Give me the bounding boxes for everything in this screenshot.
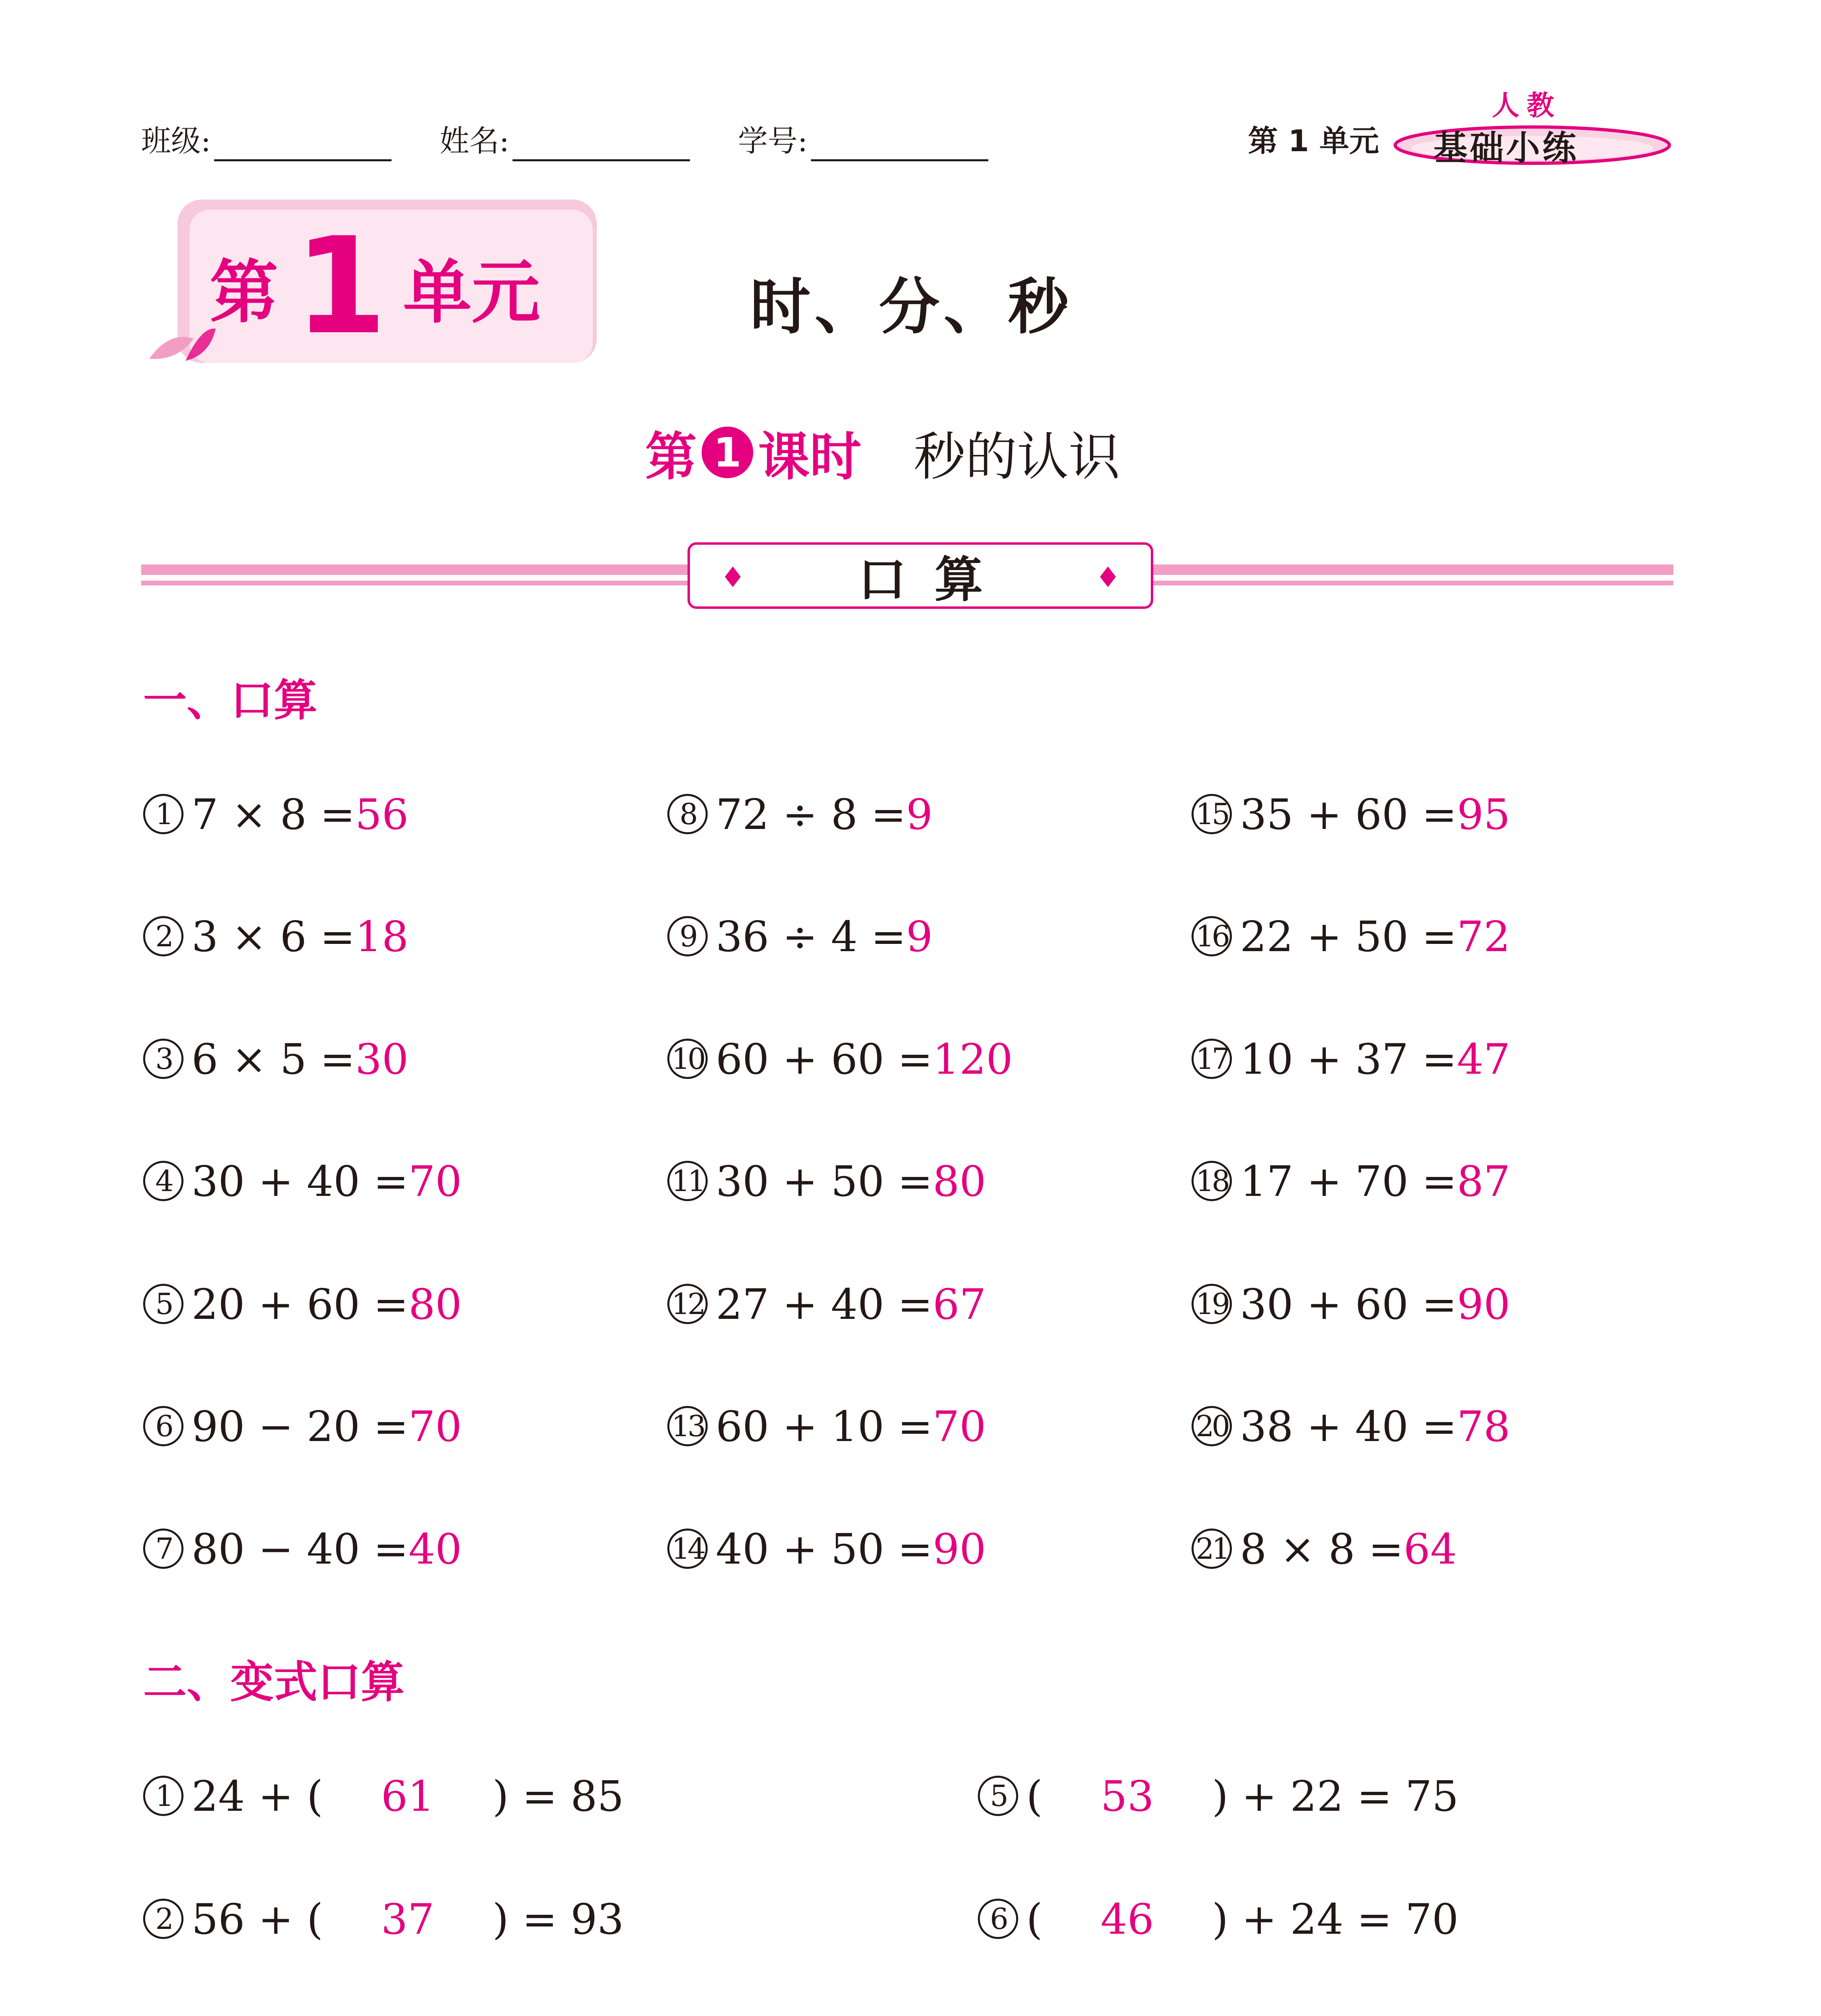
item-answer-a: 46: [1100, 1895, 1154, 1944]
item-expression: 7 × 8 =: [192, 790, 355, 839]
unit-number: 1: [294, 209, 387, 364]
oral-item: [667, 1155, 986, 1208]
brand-publisher: 人教: [1492, 90, 1562, 122]
item-expression: 38 + 40 =: [1240, 1402, 1457, 1451]
item-expression: 6 × 5 =: [192, 1035, 355, 1084]
item-number: 18: [1192, 1161, 1232, 1201]
item-answer: 67: [933, 1280, 986, 1329]
item-expression: 60 + 10 =: [716, 1402, 933, 1451]
oral-item: [667, 1278, 986, 1331]
item-expression: 30 + 40 =: [192, 1157, 409, 1206]
item-post: = 93: [522, 1895, 624, 1944]
number-label: 学号:: [738, 124, 808, 158]
variant-item: [978, 1893, 1458, 1945]
item-pre: (: [1026, 1895, 1043, 1944]
item-expression: 30 + 60 =: [1240, 1280, 1457, 1329]
oral-item: [667, 788, 933, 841]
item-number: 1: [143, 1776, 183, 1816]
item-expression: 10 + 37 =: [1240, 1035, 1457, 1084]
class-field: [141, 121, 392, 161]
item-mid: ): [492, 1772, 509, 1821]
oral-item: [667, 910, 933, 963]
item-number: 20: [1192, 1406, 1232, 1446]
item-mid: ): [1212, 1772, 1229, 1821]
oral-item: [1192, 1033, 1510, 1085]
item-answer: 72: [1457, 912, 1511, 961]
oral-item: [143, 1033, 408, 1085]
section-band-label: 口算: [858, 552, 1011, 608]
header-unit-label: 第 1 单元: [1248, 124, 1379, 158]
item-post: = 85: [522, 1772, 624, 1821]
item-answer: 9: [906, 790, 933, 839]
item-answer: 78: [1457, 1402, 1511, 1451]
item-number: 13: [667, 1406, 708, 1446]
item-answer: 47: [1457, 1035, 1511, 1084]
unit-prefix: 第: [210, 252, 279, 333]
item-answer-a: 37: [381, 1895, 435, 1944]
item-expression: 35 + 60 =: [1240, 790, 1457, 839]
oral-item: [1192, 910, 1510, 963]
unit-badge-text: [210, 210, 540, 363]
item-answer: 80: [933, 1157, 986, 1206]
variant-item: [143, 1770, 624, 1822]
item-expression: 72 ÷ 8 =: [716, 790, 906, 839]
item-expression: 40 + 50 =: [716, 1524, 933, 1574]
item-answer: 30: [355, 1035, 409, 1084]
item-number: 12: [667, 1284, 708, 1324]
item-expression: 36 ÷ 4 =: [716, 912, 906, 961]
item-number: 5: [143, 1284, 183, 1324]
section2-title: 二、变式口算: [143, 1657, 405, 1708]
oral-item: [667, 1400, 986, 1453]
item-number: 10: [667, 1039, 708, 1079]
oral-item: [1192, 1155, 1510, 1208]
section1-title: 一、口算: [143, 675, 318, 726]
oral-item: [143, 1155, 462, 1208]
item-number: 15: [1192, 794, 1232, 834]
item-number: 11: [667, 1161, 708, 1201]
item-answer-a: 53: [1100, 1772, 1154, 1821]
item-expression: 80 − 40 =: [192, 1524, 409, 1574]
lesson-name: 秒的认识: [914, 427, 1121, 487]
oral-item: [1192, 1523, 1457, 1575]
name-field: [440, 121, 690, 161]
lesson-number-badge: 1: [702, 427, 753, 478]
item-mid: ): [1212, 1895, 1229, 1944]
item-answer: 64: [1403, 1524, 1457, 1574]
item-expression: 20 + 60 =: [192, 1280, 409, 1329]
item-number: 6: [143, 1406, 183, 1446]
item-number: 7: [143, 1529, 183, 1569]
diamond-left-icon: ♦: [720, 561, 746, 594]
name-blank-line: [513, 128, 690, 161]
item-mid: ): [492, 1895, 509, 1944]
variant-item: [143, 1893, 624, 1945]
item-expression: 27 + 40 =: [716, 1280, 933, 1329]
item-expression: 60 + 60 =: [716, 1035, 933, 1084]
item-number: 21: [1192, 1529, 1232, 1569]
item-expression: 8 × 8 =: [1240, 1524, 1404, 1574]
item-post: + 24 = 70: [1242, 1895, 1459, 1944]
item-number: 9: [667, 916, 708, 956]
item-number: 6: [978, 1899, 1018, 1939]
item-pre: 24 + (: [192, 1772, 323, 1821]
oral-item: [143, 910, 408, 963]
lesson-suffix: 课时: [758, 427, 862, 487]
oral-item: [143, 1523, 462, 1575]
item-answer: 120: [933, 1035, 1013, 1084]
item-number: 2: [143, 1899, 183, 1939]
item-expression: 22 + 50 =: [1240, 912, 1457, 961]
leaf-icon: [145, 323, 218, 367]
item-answer: 70: [933, 1402, 986, 1451]
item-number: 16: [1192, 916, 1232, 956]
oral-item: [1192, 1400, 1510, 1453]
item-answer: 90: [933, 1524, 986, 1574]
name-label: 姓名:: [440, 124, 509, 158]
item-answer: 56: [355, 790, 409, 839]
oral-item: [667, 1523, 986, 1575]
number-blank-line: [811, 128, 988, 161]
item-answer: 70: [408, 1157, 462, 1206]
item-answer-a: 61: [381, 1772, 435, 1821]
item-expression: 17 + 70 =: [1240, 1157, 1457, 1206]
item-answer: 40: [408, 1524, 462, 1574]
class-blank-line: [214, 128, 392, 161]
oral-item: [143, 788, 408, 841]
class-label: 班级:: [141, 124, 211, 158]
oral-item: [1192, 1278, 1510, 1331]
item-answer: 70: [408, 1402, 462, 1451]
section-band-box: [688, 542, 1153, 609]
lesson-heading: [645, 415, 1120, 489]
brand-title: 基础小练: [1433, 128, 1579, 168]
number-field: [738, 121, 988, 161]
unit-suffix: 单元: [403, 252, 540, 333]
item-answer: 18: [355, 912, 409, 961]
item-expression: 90 − 20 =: [192, 1402, 409, 1451]
oral-item: [143, 1278, 462, 1331]
unit-title: 时、分、秒: [750, 272, 1073, 342]
item-pre: 56 + (: [192, 1895, 323, 1944]
oral-item: [143, 1400, 462, 1453]
oral-item: [1192, 788, 1510, 841]
item-answer: 87: [1457, 1157, 1511, 1206]
item-answer: 80: [408, 1280, 462, 1329]
item-number: 19: [1192, 1284, 1232, 1324]
item-answer: 90: [1457, 1280, 1511, 1329]
item-number: 17: [1192, 1039, 1232, 1079]
item-number: 4: [143, 1161, 183, 1201]
item-number: 5: [978, 1776, 1018, 1816]
item-number: 3: [143, 1039, 183, 1079]
item-answer: 9: [906, 912, 933, 961]
item-number: 2: [143, 916, 183, 956]
lesson-prefix: 第: [645, 427, 697, 487]
item-pre: (: [1026, 1772, 1043, 1821]
item-answer: 95: [1457, 790, 1511, 839]
item-expression: 3 × 6 =: [192, 912, 355, 961]
item-post: + 22 = 75: [1242, 1772, 1459, 1821]
oral-item: [667, 1033, 1013, 1085]
item-number: 8: [667, 794, 708, 834]
variant-item: [978, 1770, 1458, 1822]
item-number: 1: [143, 794, 183, 834]
item-number: 14: [667, 1529, 708, 1569]
item-expression: 30 + 50 =: [716, 1157, 933, 1206]
diamond-right-icon: ♦: [1095, 561, 1121, 594]
